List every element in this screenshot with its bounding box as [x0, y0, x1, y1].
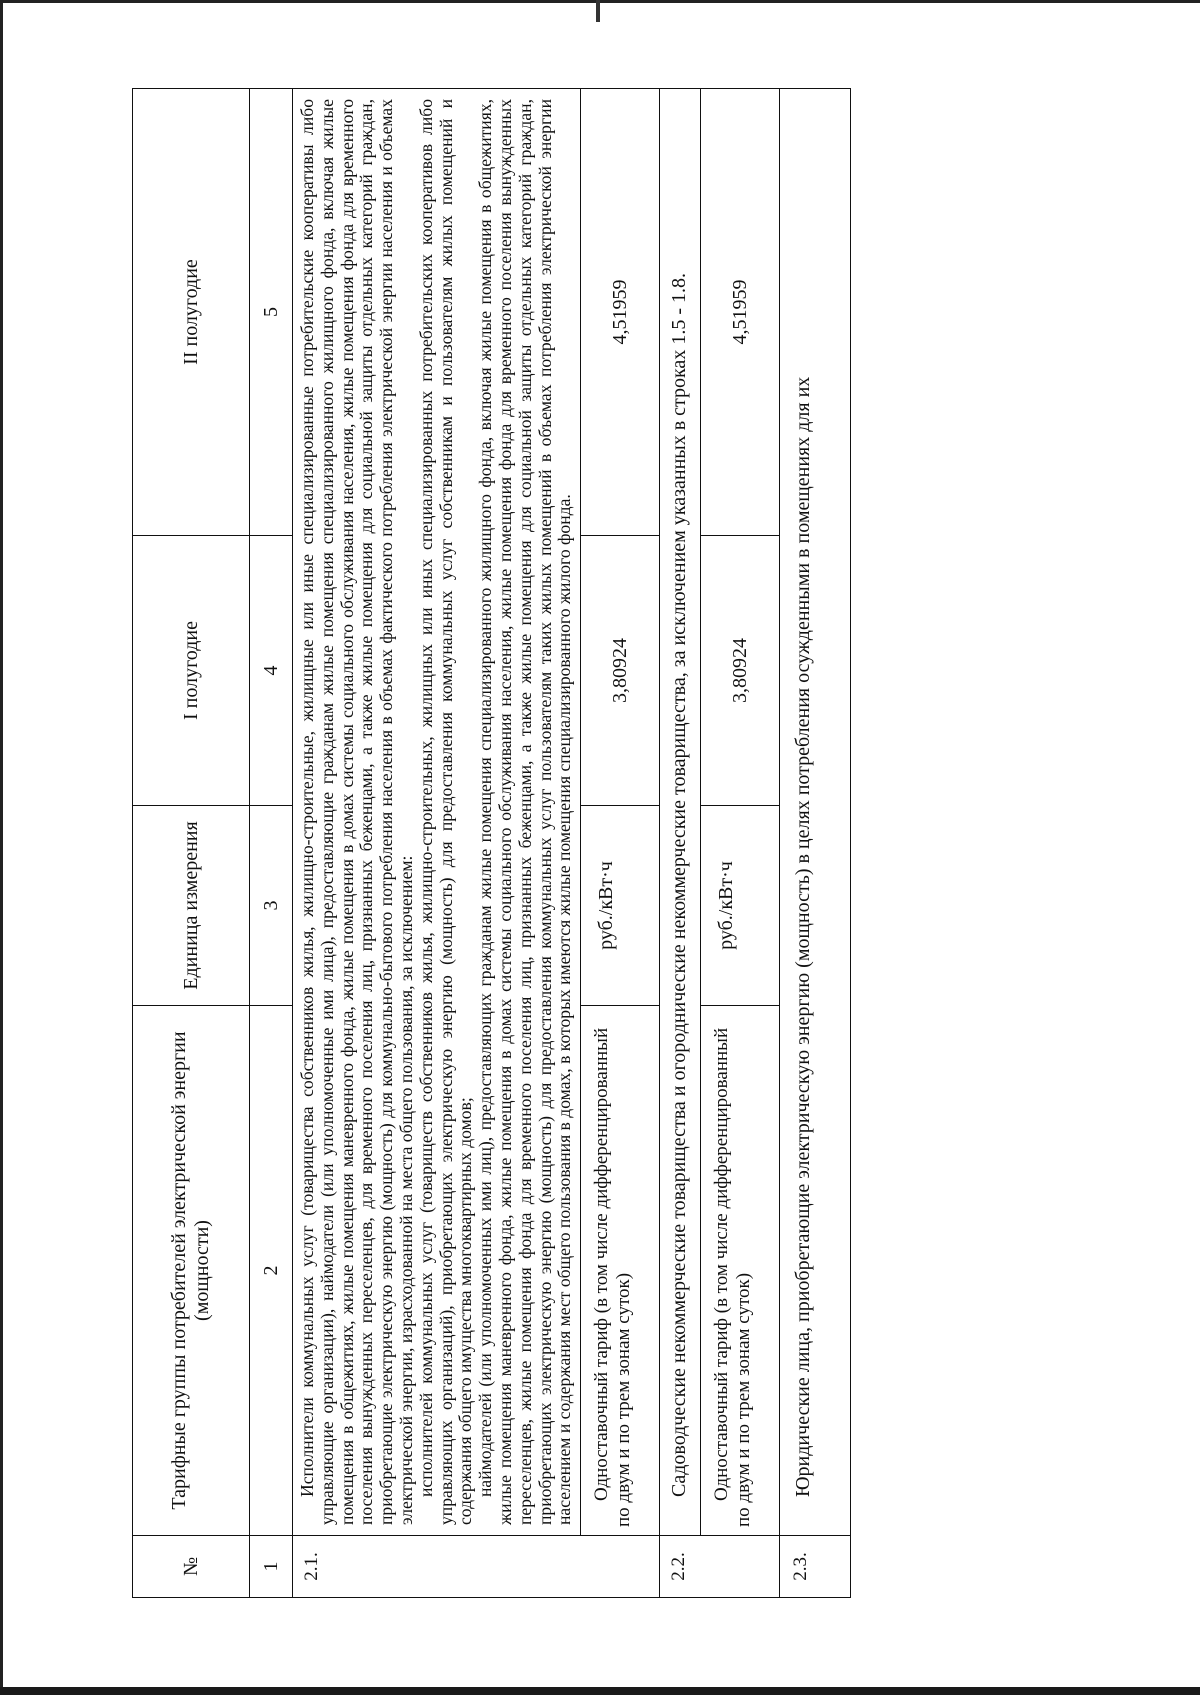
tariff-label: Одноставочный тариф (в том числе дифференцированный по двум и по трем зонам суток) — [581, 1006, 660, 1536]
table-row — [660, 89, 701, 1598]
column-number: 4 — [250, 536, 293, 806]
table-row — [581, 89, 660, 1598]
scan-edge-top — [0, 0, 1200, 3]
row-number: 2.3. — [780, 1536, 851, 1598]
column-number: 3 — [250, 806, 293, 1006]
paragraph: Исполнители коммунальных услуг (товарищества собственников жилья, жилищно-строительные, жилищные или иные специализированные потребительские кооперативы либо управляющие организации), наймодатели (или уполномоченные ими лица), предоставляющие гражданам жилые помещения специализированного жилищного фонда, включая жилые помещения в общежитиях, жилые помещения маневренного фонда, жилые помещения в домах системы социального обслуживания населения, жилые помещения фонда для временного поселения вынужденных переселенцев, для временного поселения лиц, признанных беженцами, а также жилые помещения для социальной защиты отдельных категорий граждан, приобретающие электрическую энергию (мощность) для коммунально-бытового потребления населения в объемах фактического потребления электрической энергии населения и объемах электрической энергии, израсходованной на места общего пользования, за исключением: — [297, 99, 416, 1525]
header-half2: II полугодие — [133, 89, 250, 536]
table-row — [780, 89, 851, 1598]
header-group: Тарифные группы потребителей электрической энергии (мощности) — [133, 1006, 250, 1536]
row-description — [293, 89, 581, 1536]
header-row — [133, 89, 250, 1598]
scan-mark — [596, 0, 600, 22]
unit-cell: руб./кВт·ч — [701, 806, 780, 1006]
column-number-row — [250, 89, 293, 1598]
row-description: Юридические лица, приобретающие электрическую энергию (мощность) в целях потребления осужденными в помещениях для их — [780, 89, 851, 1536]
paragraph: исполнителей коммунальных услуг (товариществ собственников жилья, жилищно-строительных, жилищных или иных специализированных потребительских кооперативов либо управляющих организаций), приобретающих электрическую энергию (мощность) для предоставления коммунальных услуг собственникам и пользователям жилых помещений и содержания общего имущества многоквартирных домов; — [415, 99, 476, 1525]
column-number: 5 — [250, 89, 293, 536]
tariff-table — [132, 88, 851, 1598]
value-half2: 4,51959 — [701, 89, 780, 536]
row-description: Садоводческие некоммерческие товарищества и огороднические некоммерческие товарищества, за исключением указанных в строках 1.5 - 1.8. — [660, 89, 701, 1536]
column-number: 2 — [250, 1006, 293, 1536]
header-unit: Единица измерения — [133, 806, 250, 1006]
value-half1: 3,80924 — [581, 536, 660, 806]
paragraph: наймодателей (или уполномоченных ими лиц), предоставляющих гражданам жилые помещения специализированного жилищного фонда, включая жилые помещения в общежитиях, жилые помещения маневренного фонда, жилые помещения в домах системы социального обслуживания населения, жилые помещения фонда для временного поселения вынужденных переселенцев, жилые помещения фонда для временного поселения лиц, признанных беженцами, а также жилые помещения для социальной защиты отдельных категорий граждан, приобретающих электрическую энергию (мощность) для предоставления коммунальных услуг пользователям таких жилых помещений в объемах потребления электрической энергии населением и содержания мест общего пользования в домах, в которых имеются жилые помещения специализированного жилого фонда. — [475, 99, 575, 1525]
row-number: 2.1. — [293, 1536, 660, 1598]
header-half1: I полугодие — [133, 536, 250, 806]
unit-cell: руб./кВт·ч — [581, 806, 660, 1006]
header-num: № — [133, 1536, 250, 1598]
tariff-label: Одноставочный тариф (в том числе дифференцированный по двум и по трем зонам суток) — [701, 1006, 780, 1536]
scan-edge-bottom — [0, 1687, 1200, 1695]
rotated-page — [132, 88, 1112, 1598]
table-row — [293, 89, 581, 1598]
scan-edge-left — [0, 0, 3, 1695]
column-number: 1 — [250, 1536, 293, 1598]
value-half2: 4,51959 — [581, 89, 660, 536]
row-number: 2.2. — [660, 1536, 780, 1598]
value-half1: 3,80924 — [701, 536, 780, 806]
table-row — [701, 89, 780, 1598]
